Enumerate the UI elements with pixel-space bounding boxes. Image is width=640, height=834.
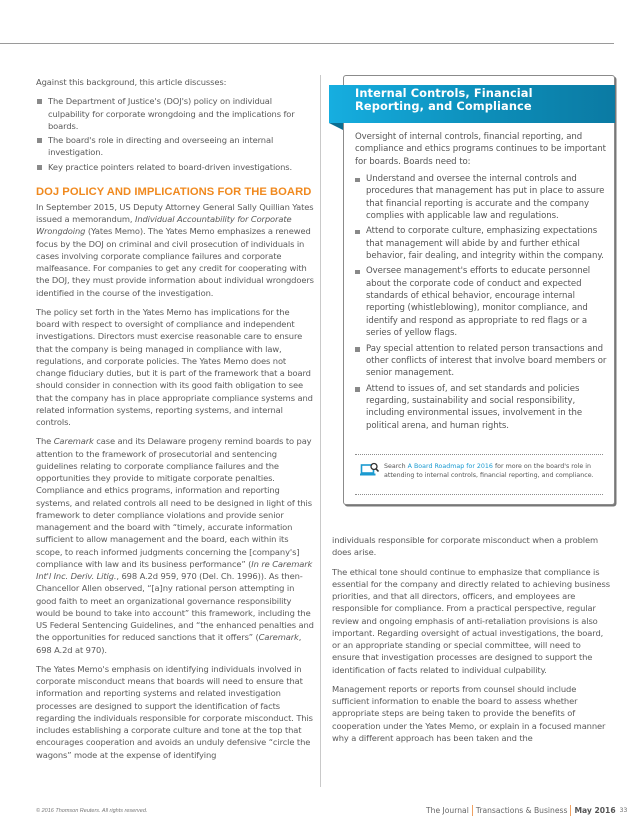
copyright: © 2016 Thomson Reuters. All rights reserved. — [36, 808, 148, 814]
journal-name: The Journal — [426, 806, 469, 815]
banner-fold — [329, 123, 343, 130]
sidebar-body — [355, 131, 610, 444]
bullet-square-icon — [37, 138, 42, 143]
section-heading: DOJ POLICY AND IMPLICATIONS FOR THE BOARD — [36, 185, 312, 198]
bullet-square-icon — [37, 165, 42, 170]
journal-section: Transactions & Business — [475, 806, 568, 815]
list-item: The board's role in directing and overseeing an internal investigation. — [36, 134, 314, 159]
list-item: Pay special attention to related person transactions and other conflicts of interest that involve board members or senior management. — [355, 343, 610, 380]
body-paragraph: individuals responsible for corporate misconduct when a problem does arise. — [332, 535, 599, 558]
list-item: Attend to corporate culture, emphasizing expectations that management will abide by and further ethical behavior, fair dealing, and integrity within the company. — [355, 225, 610, 262]
intro-bullet-list — [36, 95, 314, 173]
dotted-divider — [355, 454, 603, 455]
body-paragraph: In September 2015, US Deputy Attorney General Sally Quillian Yates issued a memorandum, Individual Accountability for Corporate Wrongdoing (Yates Memo). The Yates Memo emphasizes a renewed focus by the DOJ on criminal and civil prosecution of individuals in cases involving corporate compliance failures and corporate malfeasance. For companies to get any credit for cooperating with the DOJ, they must provide information about individual wrongdoers identified in the course of the investigation. — [36, 201, 314, 298]
dotted-divider — [355, 494, 603, 495]
list-item: Key practice pointers related to board-driven investigations. — [36, 161, 314, 173]
search-note: Search A Board Roadmap for 2016 for more on the board's role in attending to internal controls, financial reporting, and compliance. — [384, 463, 594, 479]
right-column — [332, 534, 610, 751]
sidebar-title: Internal Controls, Financial Reporting, and Compliance — [355, 86, 533, 113]
header-rule — [0, 43, 614, 44]
column-divider — [320, 75, 321, 787]
footer-separator — [570, 805, 571, 816]
body-paragraph: The Caremark case and its Delaware progeny remind boards to pay attention to the framework of prosecutorial and sentencing guidelines relating to corporate compliance failures and the opportunities they provide to mitigate corporate penalties. Compliance and ethics programs, information and reporting systems, and related controls all need to be designed in light of this framework to deter compliance violations and provide senior management and the board with “timely, accurate information sufficient to allow management and the board, each within its scope, to reach informed judgments concerning the [company's] compliance with law and its business performance” (In re Caremark Int'l Inc. Deriv. Litig., 698 A.2d 959, 970 (Del. Ch. 1996)). As then-Chancellor Allen observed, “[a]ny rational person attempting in good faith to meet an organizational governance responsibility would be bound to take into account” this framework, including the US Federal Sentencing Guidelines, and “the enhanced penalties and the opportunities for reduced sanctions that it offers” (Caremark, 698 A.2d at 970). — [36, 436, 314, 655]
issue-date: May 2016 — [574, 806, 616, 815]
list-item: Oversee management's efforts to educate personnel about the corporate code of conduct and expected standards of ethical behavior, encourage internal reporting (whistleblowing), monitor compliance, and identify and respond as appropriate to red flags or a series of yellow flags. — [355, 265, 610, 339]
intro-paragraph: Against this background, this article discusses: — [36, 77, 227, 87]
body-paragraph: Management reports or reports from counsel should include sufficient information to enable the board to assess whether appropriate steps are being taken to provide the benefits of cooperation under the Yates Memo, or explain in a focused manner why a different approach has been taken and the — [332, 683, 606, 743]
bullet-square-icon — [37, 99, 42, 104]
footer-separator — [472, 805, 473, 816]
bullet-square-icon — [355, 178, 360, 183]
bullet-square-icon — [355, 270, 360, 275]
list-item: The Department of Justice's (DOJ's) policy on individual culpability for corporate wrongdoing and the implications for boards. — [36, 95, 314, 132]
bullet-square-icon — [355, 230, 360, 235]
left-column — [36, 76, 314, 768]
body-paragraph: The policy set forth in the Yates Memo has implications for the board with respect to oversight of compliance and independent investigations. Directors must exercise reasonable care to ensure that the company is being managed in compliance with law, regulations, and corporate policies. The Yates Memo does not change fiduciary duties, but it is part of the framework that a board should consider in connection with its good faith obligation to see that the company has in place appropriate compliance systems and related information systems, reporting systems, and internal controls. — [36, 306, 313, 427]
roadmap-link[interactable]: A Board Roadmap for 2016 — [407, 463, 493, 470]
sidebar-intro: Oversight of internal controls, financial reporting, and compliance and ethics programs continues to be important for boards. Boards need to: — [355, 132, 606, 167]
body-paragraph: The ethical tone should continue to emphasize that compliance is essential for the company and directly related to achieving business priorities, and that all directors, officers, and employees are responsible for compliance. From a practical perspective, regular review and ongoing emphasis of anti-retaliation provisions is also important. Regarding oversight of actual investigations, the board, or an appropriate standing or special committee, will need to ensure that investigation processes are designed to support the identification of facts related to individual culpability. — [332, 566, 610, 675]
list-item: Understand and oversee the internal controls and procedures that management has put in place to assure that financial reporting is accurate and the company complies with applicable law and regulations. — [355, 173, 610, 222]
sidebar-bullet-list — [355, 173, 610, 432]
body-paragraph: The Yates Memo's emphasis on identifying individuals involved in corporate misconduct means that boards will need to ensure that information and reporting systems and related investigation processes are designed to support the identification of facts regarding the individuals responsible for corporate misconduct. This includes establishing a corporate culture and tone at the top that encourages cooperation and avoids an unduly defensive “circle the wagons” mode at the expense of identifying — [36, 663, 313, 760]
laptop-search-icon — [360, 462, 380, 478]
bullet-square-icon — [355, 347, 360, 352]
page-number: 33 — [619, 807, 628, 814]
bullet-square-icon — [355, 387, 360, 392]
list-item: Attend to issues of, and set standards and policies regarding, sustainability and social responsibility, including environmental issues, involvement in the political arena, and human rights. — [355, 383, 610, 432]
footer-journal-info — [426, 805, 627, 816]
